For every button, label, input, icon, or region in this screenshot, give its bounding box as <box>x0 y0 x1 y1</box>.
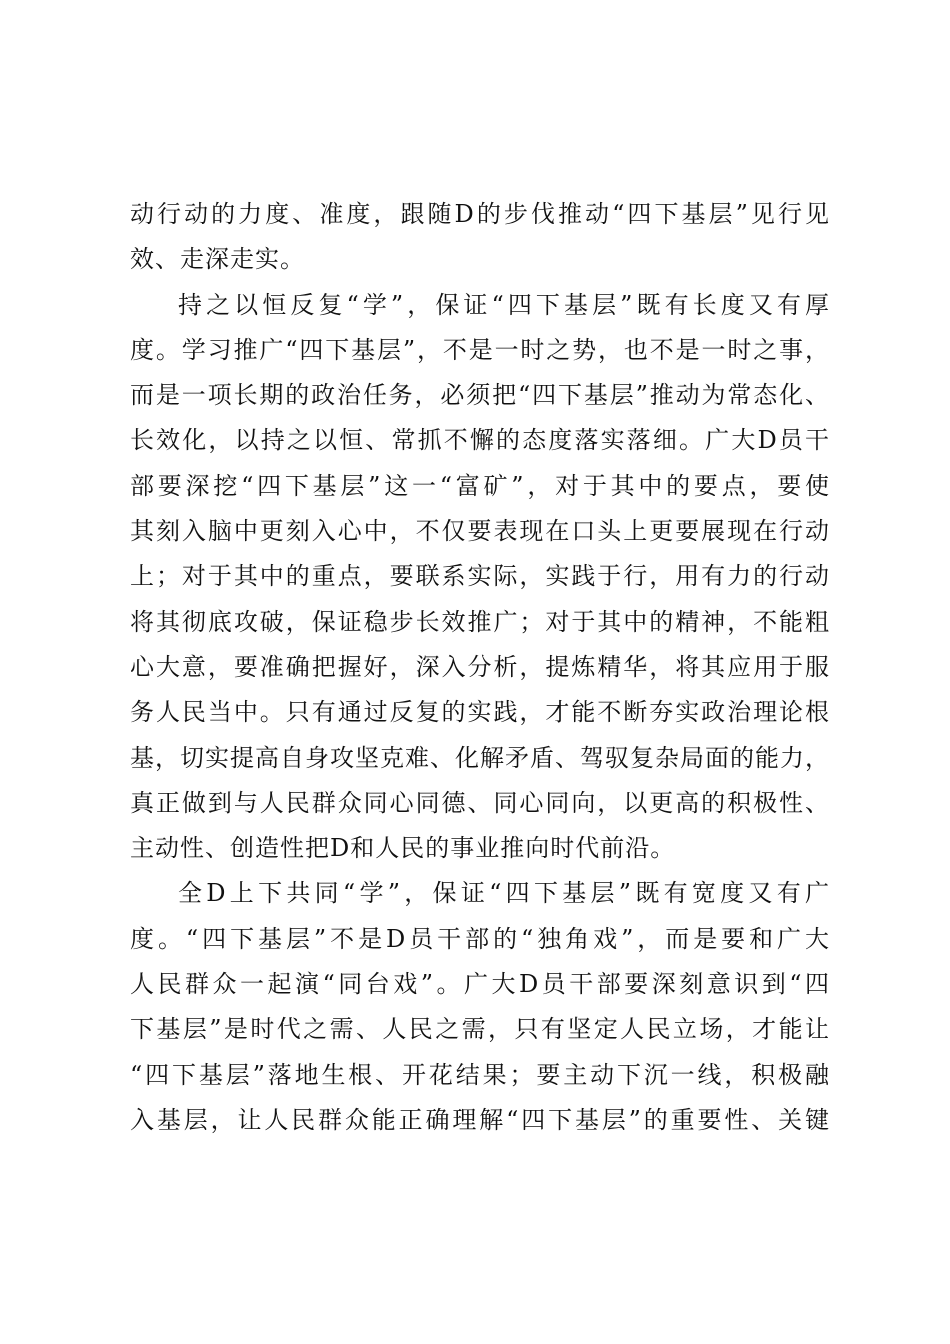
paragraph <box>130 871 830 1143</box>
text-line: 务人民当中。只有通过反复的实践，才能不断夯实政治理论根 <box>130 698 830 727</box>
text-line: 上；对于其中的重点，要联系实际，实践于行，用有力的行动 <box>130 562 830 591</box>
text-line: 将其彻底攻破，保证稳步长效推广；对于其中的精神，不能粗 <box>130 607 830 636</box>
document-body <box>130 192 830 1143</box>
text-line: 度。“四下基层”不是D员干部的“独角戏”，而是要和广大 <box>130 924 830 953</box>
text-line: 效、走深走实。 <box>130 245 305 274</box>
text-line: 真正做到与人民群众同心同德、同心同向，以更高的积极性、 <box>130 788 830 817</box>
paragraph <box>130 283 830 872</box>
text-line: 下基层”是时代之需、人民之需，只有坚定人民立场，才能让 <box>130 1015 830 1044</box>
text-line: 入基层，让人民群众能正确理解“四下基层”的重要性、关键 <box>130 1105 830 1134</box>
text-line: 其刻入脑中更刻入心中，不仅要表现在口头上更要展现在行动 <box>130 517 830 546</box>
text-line: 持之以恒反复“学”，保证“四下基层”既有长度又有厚 <box>178 290 830 319</box>
text-line: 基，切实提高自身攻坚克难、化解矛盾、驾驭复杂局面的能力， <box>130 743 830 772</box>
text-line: 全D上下共同“学”，保证“四下基层”既有宽度又有广 <box>178 879 830 908</box>
paragraph <box>130 192 830 283</box>
text-line: 长效化，以持之以恒、常抓不懈的态度落实落细。广大D员干 <box>130 426 830 455</box>
text-line: 度。学习推广“四下基层”，不是一时之势，也不是一时之事， <box>130 335 830 364</box>
text-line: 人民群众一起演“同台戏”。广大D员干部要深刻意识到“四 <box>130 970 830 999</box>
text-line: “四下基层”落地生根、开花结果；要主动下沉一线，积极融 <box>130 1060 830 1089</box>
text-line: 心大意，要准确把握好，深入分析，提炼精华，将其应用于服 <box>130 652 830 681</box>
text-line: 动行动的力度、准度，跟随D的步伐推动“四下基层”见行见 <box>130 200 830 228</box>
text-line: 部要深挖“四下基层”这一“富矿”，对于其中的要点，要使 <box>130 471 830 500</box>
text-line: 而是一项长期的政治任务，必须把“四下基层”推动为常态化、 <box>130 381 830 410</box>
text-line: 主动性、创造性把D和人民的事业推向时代前沿。 <box>130 834 676 863</box>
